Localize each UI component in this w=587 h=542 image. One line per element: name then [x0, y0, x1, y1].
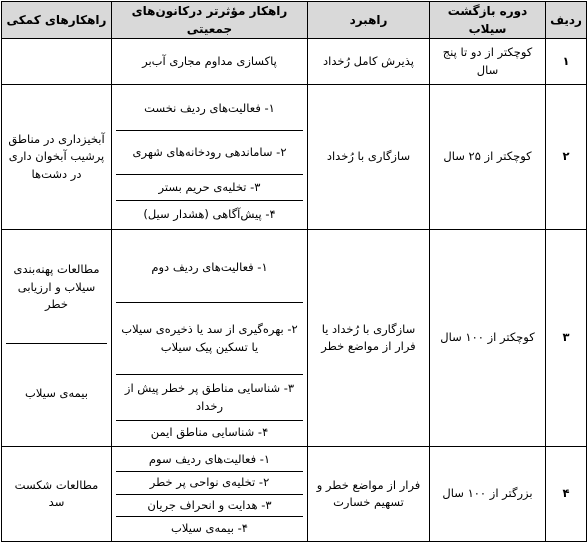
table-row	[2, 230, 587, 447]
table-row	[2, 39, 587, 85]
effective-measure: ۱- فعالیت‌های ردیف سوم	[116, 449, 303, 472]
header-effective-measures: راهکار مؤثرتر درکانون‌های جمعیتی	[112, 2, 308, 39]
return-period: بزرگتر از ۱۰۰ سال	[430, 447, 546, 542]
approach: سازگاری با رُخداد یا فرار از مواضع خطر	[308, 230, 430, 447]
row-number: ۴	[546, 447, 587, 542]
effective-measure: ۱- فعالیت‌های ردیف نخست	[116, 87, 303, 131]
auxiliary-measure: آبخیزداری در مناطق پرشیب آبخوان داری در دشت‌ها	[2, 85, 112, 230]
auxiliary-measures-list	[2, 230, 112, 447]
effective-measure: ۲- بهره‌گیری از سد یا ذخیره‌ی سیلاب یا تسکین پیک سیلاب	[116, 303, 303, 374]
table-row	[2, 85, 587, 230]
effective-measure: ۱- فعالیت‌های ردیف دوم	[116, 232, 303, 303]
effective-measures-list	[112, 230, 308, 447]
auxiliary-measure: بیمه‌ی سیلاب	[25, 386, 88, 401]
effective-measure: ۳- هدایت و انحراف جریان	[116, 495, 303, 518]
effective-measures-list	[112, 85, 308, 230]
header-row	[2, 2, 587, 39]
flood-strategy-table	[1, 1, 587, 542]
row-number: ۳	[546, 230, 587, 447]
row-number: ۲	[546, 85, 587, 230]
effective-measures-list	[112, 447, 308, 542]
header-return-period: دوره بازگشت سیلاب	[430, 2, 546, 39]
effective-measure: ۴- پیش‌آگاهی (هشدار سیل)	[143, 206, 276, 221]
effective-measure: ۳- شناسایی مناطق پر خطر پیش از رخداد	[116, 375, 303, 421]
effective-measure: ۲- ساماندهی رودخانه‌های شهری	[116, 131, 303, 175]
header-approach: راهبرد	[308, 2, 430, 39]
effective-measure: پاکسازی مداوم مجاری آب‌بر	[112, 39, 308, 85]
effective-measure: ۴- بیمه‌ی سیلاب	[171, 520, 248, 535]
approach: فرار از مواضع خطر و تسهیم خسارت	[308, 447, 430, 542]
approach: سازگاری با رُخداد	[308, 85, 430, 230]
return-period: کوچکتر از دو تا پنج سال	[430, 39, 546, 85]
table-row	[2, 447, 587, 542]
auxiliary-measure	[2, 39, 112, 85]
return-period: کوچکتر از ۲۵ سال	[430, 85, 546, 230]
approach: پذیرش کامل رُخداد	[308, 39, 430, 85]
effective-measure: ۴- شناسایی مناطق ایمن	[150, 425, 269, 440]
effective-measure: ۳- تخلیه‌ی حریم بستر	[116, 175, 303, 202]
auxiliary-measure: مطالعات شکست سد	[2, 447, 112, 542]
header-row-number: ردیف	[546, 2, 587, 39]
effective-measure: ۲- تخلیه‌ی نواحی پر خطر	[116, 472, 303, 495]
header-auxiliary-measures: راهکارهای کمکی	[2, 2, 112, 39]
row-number: ۱	[546, 39, 587, 85]
auxiliary-measure: مطالعات پهنه‌بندی سیلاب و ارزیابی خطر	[6, 232, 107, 344]
return-period: کوچکتر از ۱۰۰ سال	[430, 230, 546, 447]
